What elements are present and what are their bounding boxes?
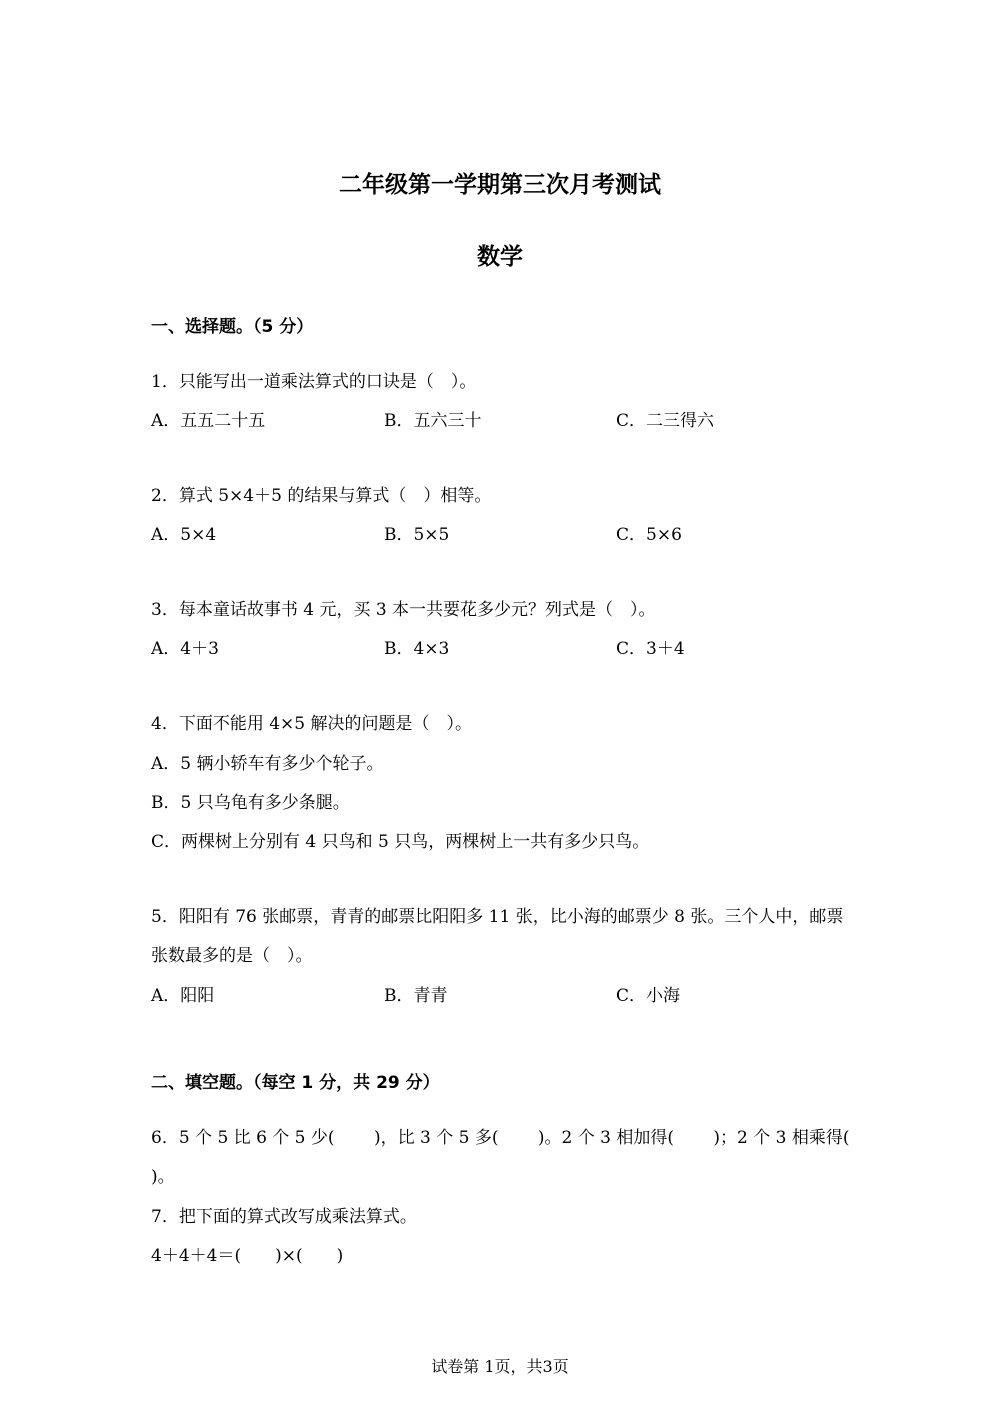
q1-option-a: A．五五二十五 [151,411,266,431]
question-2: 2．算式 5×4＋5 的结果与算式（ ）相等。 [151,486,492,506]
question-5-line-2: 张数最多的是（ ）。 [151,946,313,966]
subject-title: 数学 [477,244,523,270]
q3-option-a: A．4＋3 [151,639,219,659]
question-7: 7．把下面的算式改写成乘法算式。 [151,1207,417,1227]
q3-option-b: B．4×3 [384,639,450,659]
section-heading-fill-in: 二、填空题。（每空 1 分，共 29 分） [151,1073,440,1093]
question-1: 1．只能写出一道乘法算式的口诀是（ ）。 [151,372,477,392]
question-4: 4．下面不能用 4×5 解决的问题是（ ）。 [151,714,472,734]
page-title: 二年级第一学期第三次月考测试 [339,172,661,198]
page-footer: 试卷第 1页，共3页 [431,1357,569,1376]
section-heading-choice: 一、选择题。（5 分） [151,317,314,337]
q5-option-b: B．青青 [384,986,448,1006]
q2-option-c: C．5×6 [616,525,682,545]
q4-option-b: B．5 只乌龟有多少条腿。 [151,793,350,813]
q5-option-a: A．阳阳 [151,986,215,1006]
question-7-expression: 4＋4＋4＝( )×( ) [151,1246,344,1266]
question-6-line-1: 6．5 个 5 比 6 个 5 少( )，比 3 个 5 多( )。2 个 3 相加得( )；2 个 3 相乘得( [151,1128,850,1148]
q5-option-c: C．小海 [616,986,681,1006]
question-3: 3．每本童话故事书 4 元，买 3 本一共要花多少元？列式是（ ）。 [151,600,656,620]
q2-option-b: B．5×5 [384,525,450,545]
q3-option-c: C．3＋4 [616,639,685,659]
q2-option-a: A．5×4 [151,525,217,545]
question-6-line-2: )。 [151,1167,175,1187]
question-5-line-1: 5．阳阳有 76 张邮票，青青的邮票比阳阳多 11 张，比小海的邮票少 8 张。三个人中，邮票 [151,907,844,927]
q4-option-c: C．两棵树上分别有 4 只鸟和 5 只鸟，两棵树上一共有多少只鸟。 [151,832,650,852]
q1-option-b: B．五六三十 [384,411,482,431]
q1-option-c: C．二三得六 [616,411,715,431]
q4-option-a: A．5 辆小轿车有多少个轮子。 [151,754,384,774]
